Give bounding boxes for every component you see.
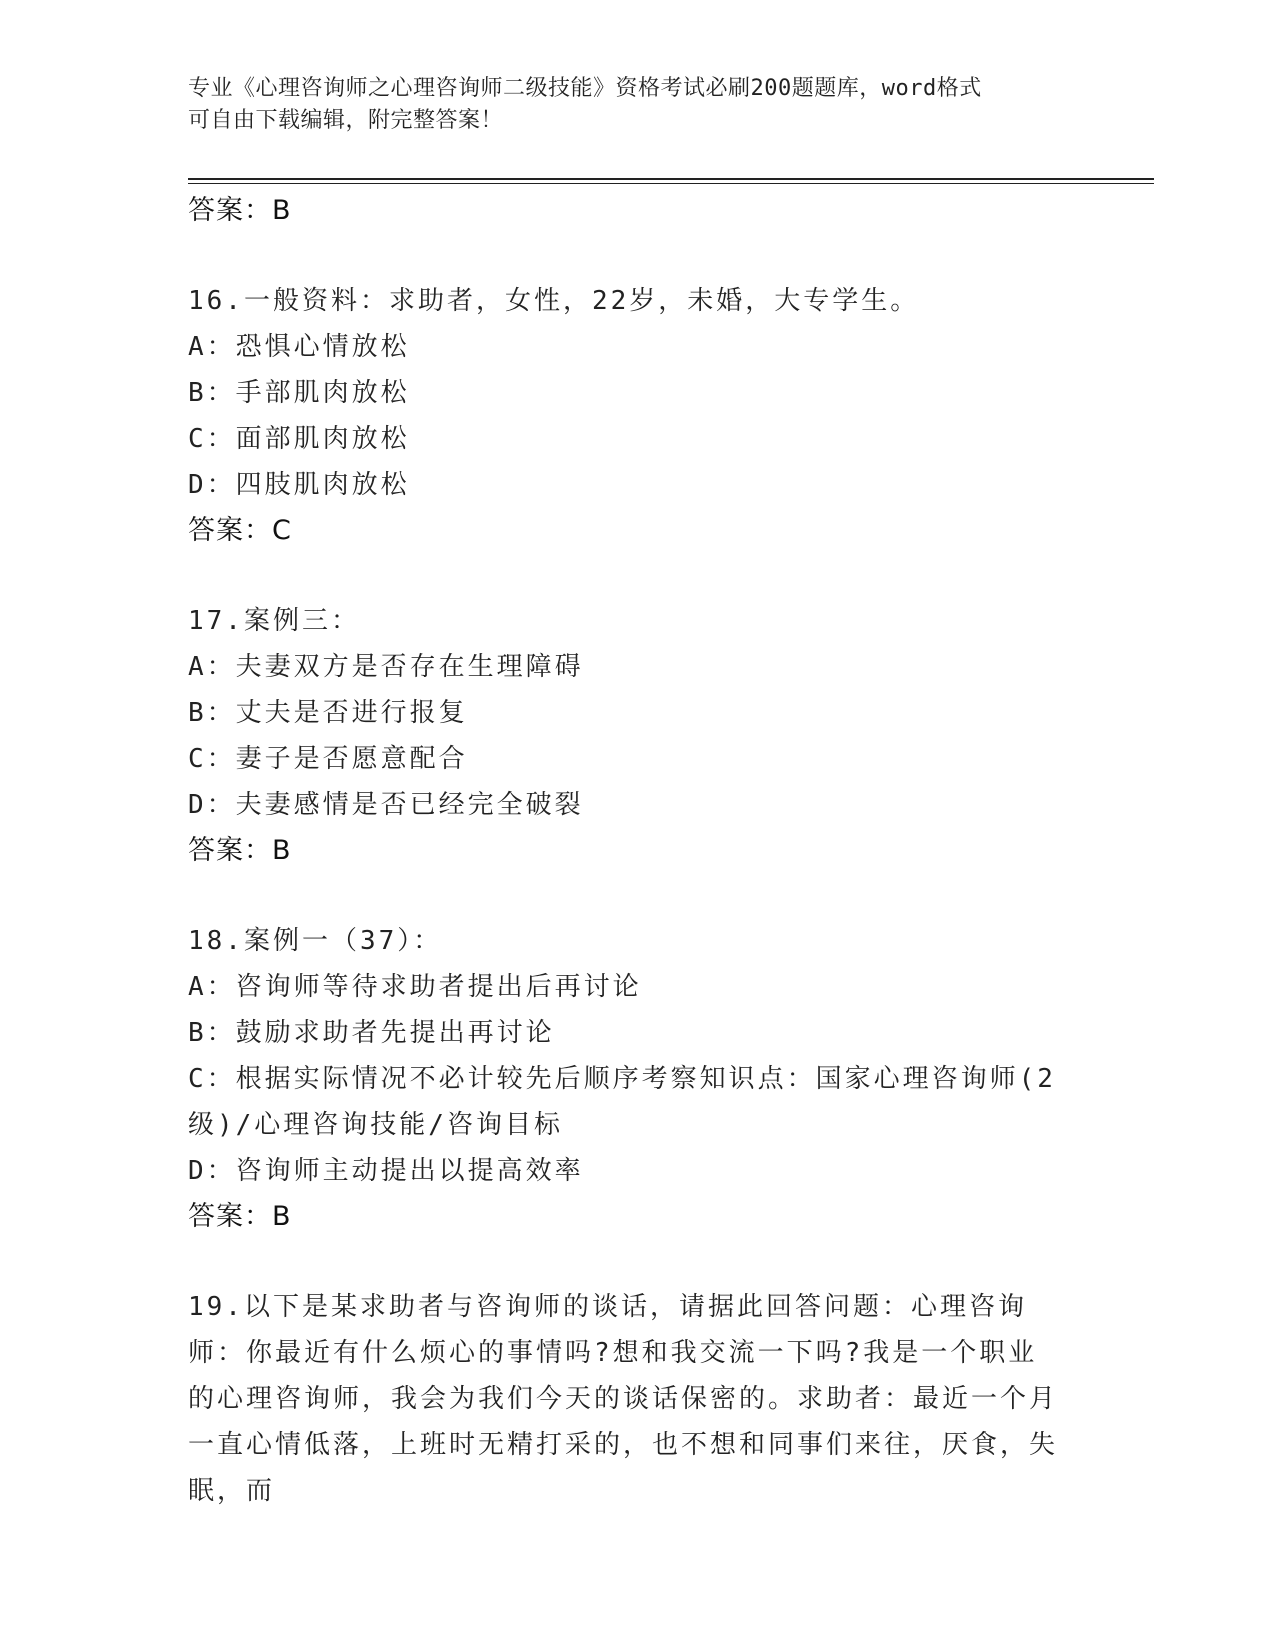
document-header (188, 73, 1068, 137)
question-block (188, 1284, 1088, 1514)
answer-line: 答案：B (188, 1201, 292, 1232)
option-d: D：咨询师主动提出以提高效率 (188, 1156, 584, 1186)
option-b: B：丈夫是否进行报复 (188, 698, 468, 728)
answer-line: 答案：C (188, 515, 292, 546)
header-divider (188, 178, 1154, 180)
option-c: C：面部肌肉放松 (188, 424, 410, 454)
answer-line: 答案：B (188, 835, 292, 866)
question-block (188, 598, 1088, 874)
answer-line: 答案：B (188, 195, 292, 226)
header-line-2: 可自由下载编辑，附完整答案！ (188, 108, 504, 133)
question-stem: 19.以下是某求助者与咨询师的谈话，请据此回答问题：心理咨询师：你最近有什么烦心的事情吗?想和我交流一下吗?我是一个职业的心理咨询师，我会为我们今天的谈话保密的。求助者：最近一个月一直心情低落，上班时无精打采的，也不想和同事们来往，厌食，失眠，而 (188, 1292, 1059, 1506)
option-d: D：四肢肌肉放松 (188, 470, 410, 500)
header-line-1: 专业《心理咨询师之心理咨询师二级技能》资格考试必刷200题题库，word格式 (188, 76, 982, 101)
question-block (188, 918, 1088, 1240)
option-d: D：夫妻感情是否已经完全破裂 (188, 790, 584, 820)
option-c: C：根据实际情况不必计较先后顺序考察知识点：国家心理咨询师(2级)/心理咨询技能/咨询目标 (188, 1064, 1056, 1140)
question-block (188, 278, 1088, 554)
option-b: B：鼓励求助者先提出再讨论 (188, 1018, 555, 1048)
option-b: B：手部肌肉放松 (188, 378, 410, 408)
option-a: A：咨询师等待求助者提出后再讨论 (188, 972, 642, 1002)
option-a: A：恐惧心情放松 (188, 332, 410, 362)
question-list (188, 188, 1088, 1514)
question-stem: 16.一般资料：求助者，女性，22岁，未婚，大专学生。 (188, 286, 920, 316)
question-stem: 18.案例一（37）： (188, 926, 443, 956)
option-a: A：夫妻双方是否存在生理障碍 (188, 652, 584, 682)
question-stem: 17.案例三： (188, 606, 360, 636)
header-divider-thin (188, 183, 1154, 184)
option-c: C：妻子是否愿意配合 (188, 744, 468, 774)
